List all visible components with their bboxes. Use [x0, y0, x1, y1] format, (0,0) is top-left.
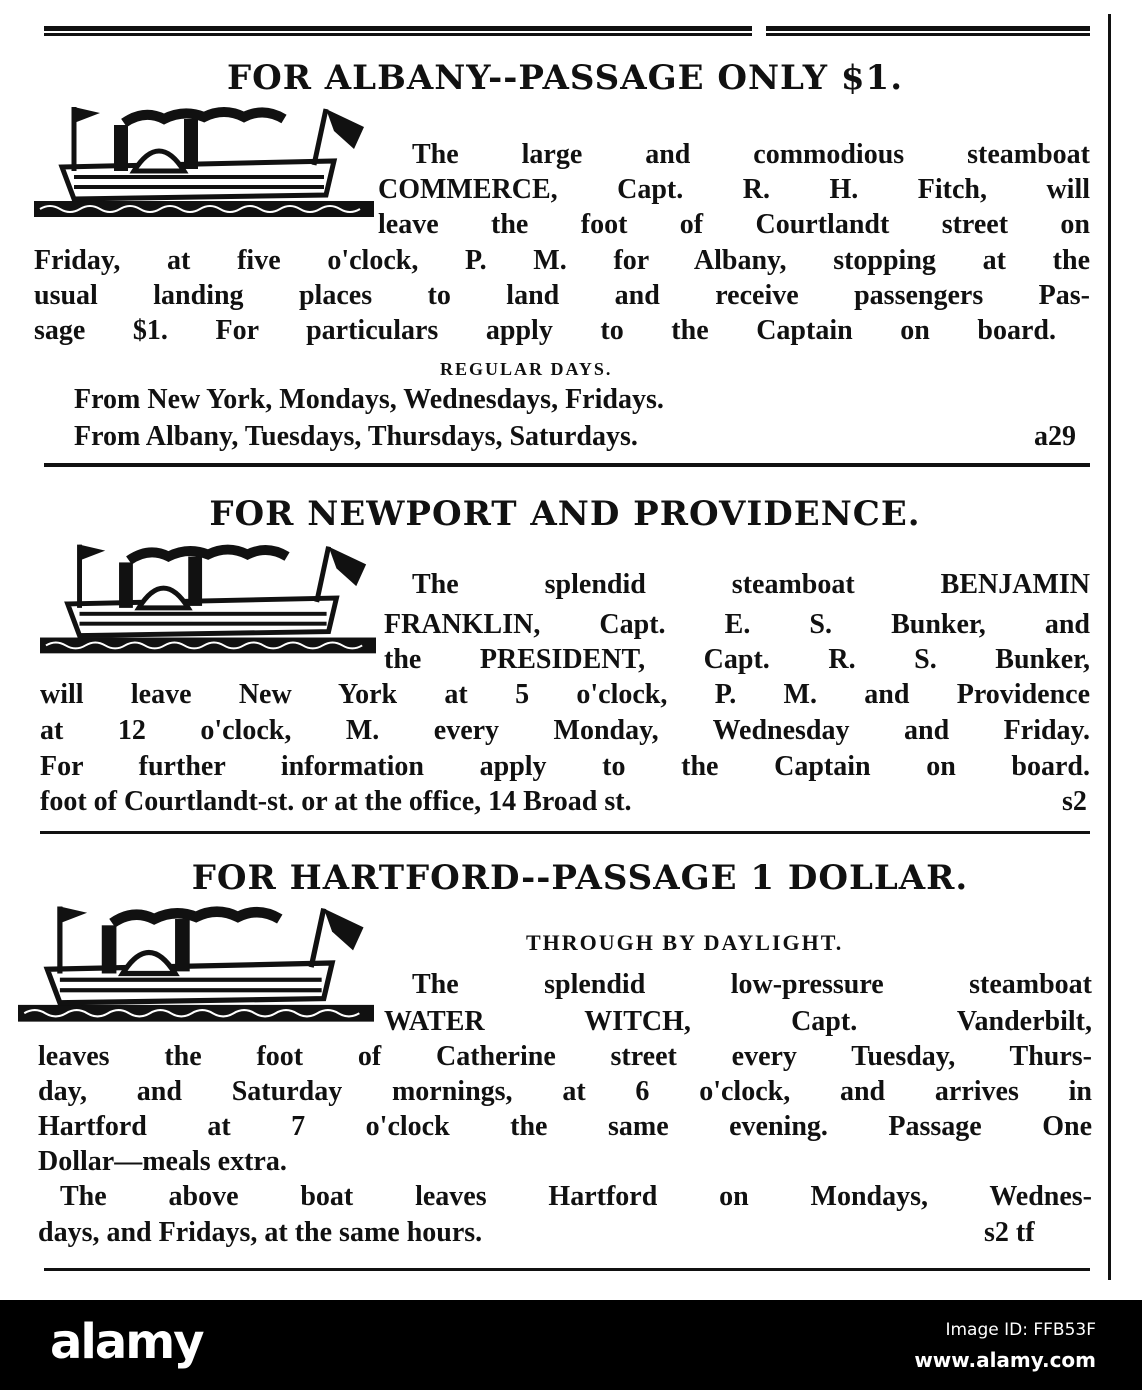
ad-heading: FOR NEWPORT AND PROVIDENCE. — [209, 494, 921, 534]
ad-subheading: THROUGH BY DAYLIGHT. — [526, 930, 844, 955]
divider — [44, 463, 1090, 467]
ad-line: will leave New York at 5 o'clock, P. M. and Providence — [40, 679, 1090, 710]
watermark-banner — [0, 1300, 1142, 1390]
watermark-url: www.alamy.com — [914, 1348, 1096, 1372]
top-double-rule-right — [766, 26, 1090, 31]
ad-line: COMMERCE, Capt. R. H. Fitch, will — [378, 174, 1090, 205]
schedule-line: From Albany, Tuesdays, Thursdays, Saturdays. — [74, 421, 638, 452]
ad-line: The large and commodious steamboat — [412, 139, 1090, 170]
ad-line: The above boat leaves Hartford on Mondays, Wednes- — [60, 1181, 1092, 1212]
ad-subheading: REGULAR DAYS. — [440, 359, 613, 379]
top-double-rule-left-2 — [44, 33, 752, 36]
ad-line: day, and Saturday mornings, at 6 o'clock, and arrives in — [38, 1076, 1092, 1107]
divider — [44, 1268, 1090, 1271]
ad-line: FRANKLIN, Capt. E. S. Bunker, and — [384, 609, 1090, 640]
ad-tag: a29 — [1034, 421, 1076, 452]
divider — [40, 831, 1090, 834]
steamboat-icon — [18, 900, 374, 1026]
ad-line: For further information apply to the Captain on board. — [40, 751, 1090, 782]
top-double-rule-left — [44, 26, 752, 31]
alamy-logo: alamy — [50, 1314, 203, 1370]
ad-line: The splendid steamboat BENJAMIN — [412, 569, 1090, 600]
ad-tag: s2 tf — [984, 1217, 1035, 1248]
ad-line: sage $1. For particulars apply to the Captain on board. — [34, 315, 1056, 346]
ad-line: at 12 o'clock, M. every Monday, Wednesday and Friday. — [40, 715, 1090, 746]
steamboat-icon — [40, 538, 376, 658]
ad-line: usual landing places to land and receive passengers Pas- — [34, 280, 1090, 311]
ad-line: leaves the foot of Catherine street every Tuesday, Thurs- — [38, 1041, 1092, 1072]
ad-line: Hartford at 7 o'clock the same evening. Passage One — [38, 1111, 1092, 1142]
ad-line: foot of Courtlandt-st. or at the office, 14 Broad st. — [40, 786, 632, 817]
top-double-rule-right-2 — [766, 33, 1090, 36]
ad-line: days, and Fridays, at the same hours. — [38, 1217, 483, 1248]
column-rule — [1108, 14, 1111, 1280]
ad-tag: s2 — [1062, 786, 1087, 817]
ad-heading: FOR ALBANY--PASSAGE ONLY $1. — [226, 58, 904, 98]
image-id: Image ID: FFB53F — [945, 1320, 1096, 1340]
steamboat-icon — [34, 100, 374, 222]
ad-line: The splendid low-pressure steamboat — [412, 969, 1092, 1000]
ad-line: Friday, at five o'clock, P. M. for Albany, stopping at the — [34, 245, 1090, 276]
ad-line: WATER WITCH, Capt. Vanderbilt, — [384, 1006, 1092, 1037]
ad-line: Dollar—meals extra. — [38, 1146, 287, 1177]
ad-line: leave the foot of Courtlandt street on — [378, 209, 1090, 240]
ad-line: the PRESIDENT, Capt. R. S. Bunker, — [384, 644, 1090, 675]
schedule-line: From New York, Mondays, Wednesdays, Fridays. — [74, 384, 664, 415]
ad-heading: FOR HARTFORD--PASSAGE 1 DOLLAR. — [191, 858, 969, 898]
